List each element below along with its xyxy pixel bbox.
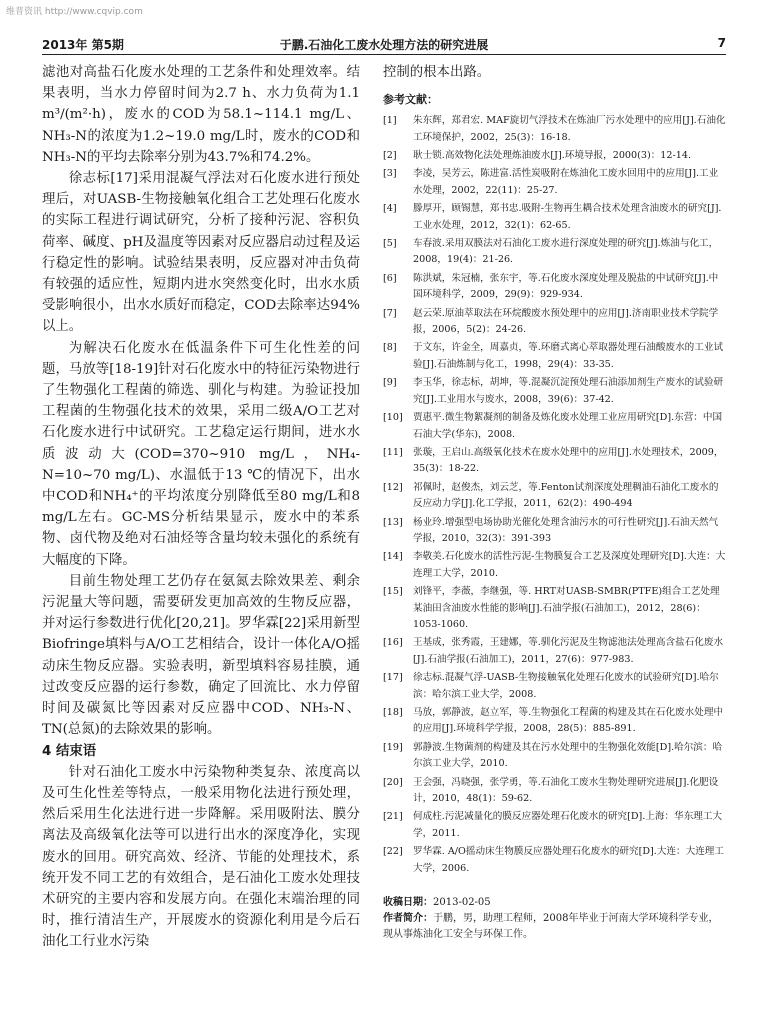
reference-item [383, 480, 726, 513]
issue-label: 2013年 第5期 [42, 38, 124, 52]
reference-text: 贾惠平.微生物絮凝剂的制备及炼化废水处理工业应用研究[D].东营：中国石油大学(华东)，2008. [413, 412, 723, 440]
reference-text: 罗华霖. A/O摇动床生物膜反应器处理石化废水的研究[D].大连：大连理工大学，2006. [413, 846, 724, 874]
paragraph-continuation: 滤池对高盐石化废水处理的工艺条件和处理效率。结果表明，当水力停留时间为2.7 h、水力负荷为1.1 m³/(m²·h)，废水的COD为58.1~114.1 mg/L、NH₃-N的浓度为1.2~19.0 mg/L时，废水的COD和NH₃-N的平均去除率分别为43.7%和74.2%。 [42, 65, 360, 165]
author-bio: 于鹏，男，助理工程师，2008年毕业于河南大学环境科学专业，现从事炼油化工安全与环保工作。 [383, 913, 719, 941]
reference-item [383, 113, 726, 146]
reference-text: 陈洪斌，朱冠楠，张东宇，等.石化废水深度处理及脱盐的中试研究[J].中国环境科学，2009，29(9)：929-934. [413, 272, 719, 301]
paragraph-ma-fang: 为解决石化废水在低温条件下可生化性差的问题，马放等[18-19]针对石化废水中的特征污染物进行了生物强化工程菌的筛选、驯化与构建。为验证投加工程菌的生物强化技术的效果，采用二级A/O工艺对石化废水进行中试研究。工艺稳定运行期间，进水水质波动大(COD=370~910 mg/L，NH₄-N=10~70 mg/L)、水温低于13 ℃的情况下，出水中COD和NH₄⁺的平均浓度分别降低至80 mg/L和8 mg/L左右。GC-MS分析结果显示，废水中的苯系物、卤代物及绝对石油烃等含量均较未强化的系统有大幅度的下降。 [42, 340, 360, 568]
reference-text: 杨业玲.增强型电场协助光催化处理含油污水的可行性研究[J].石油天然气学报，2010，32(3)：391-393 [413, 516, 719, 544]
reference-text: 张璇，王启山.高级氧化技术在废水处理中的应用[J].水处理技术，2009，35(3)：18-22. [413, 446, 724, 475]
reference-text: 于文东，许金全，周嘉贞，等.环磨式离心萃取器处理石油酸废水的工业试验[J].石油炼制与化工，1998，29(4)：33-35. [413, 342, 724, 370]
reference-text: 朱东辉，郑君宏. MAF旋切气浮技术在炼油厂污水处理中的应用[J].石油化工环境保护，2002，25(3)：16-18. [413, 115, 726, 143]
reference-item [383, 306, 726, 339]
reference-item [383, 148, 726, 164]
author-bio-line [383, 911, 726, 943]
reference-item [383, 635, 726, 668]
reference-number: [11] [383, 446, 403, 458]
left-column [42, 62, 360, 953]
reference-number: [19] [383, 741, 403, 753]
reference-number: [18] [383, 707, 403, 719]
reference-text: 马放，郭静波，赵立军，等.生物强化工程菌的构建及其在石化废水处理中的应用[J].环境科学学报，2008，28(5)：885-891. [413, 707, 724, 735]
reference-number: [1] [383, 115, 397, 127]
running-title: 于鹏.石油化工废水处理方法的研究进展 [279, 38, 489, 52]
received-label: 收稿日期： [383, 897, 433, 909]
reference-text: 耿士锁.高效物化法处理炼油废水[J].环境导报，2000(3)：12-14. [413, 150, 692, 162]
reference-number: [22] [383, 846, 403, 858]
reference-item [383, 670, 726, 703]
reference-text: 车春波.采用双膜法对石油化工废水进行深度处理的研究[J].炼油与化工，2008，19(4)：21-26. [413, 238, 719, 266]
reference-number: [12] [383, 481, 403, 493]
paragraph-xu-zhibiao: 徐志标[17]采用混凝气浮法对石化废水进行预处理后，对UASB-生物接触氧化组合工艺处理石化废水的实际工程进行调试研究，分析了接种污泥、容积负荷率、碱度、pH及温度等因素对反应器启动过程及运行稳定性的影响。试验结果表明，反应器对冲击负荷有较强的适应性，短期内进水突然变化时，出水水质受影响很小，出水水质好而稳定，COD去除率达94%以上。 [42, 171, 360, 335]
reference-number: [20] [383, 776, 403, 788]
reference-text: 郭静波.生物菌剂的构建及其在污水处理中的生物强化效能[D].哈尔滨：哈尔滨工业大学，2010. [413, 741, 723, 770]
watermark: 维普资讯 http://www.cqvip.com [6, 7, 143, 17]
reference-item [383, 236, 726, 269]
reference-text: 徐志标.混凝气浮-UASB-生物接触氧化处理石化废水的试验研究[D].哈尔滨：哈尔滨工业大学，2008. [413, 672, 719, 700]
reference-number: [15] [383, 586, 403, 598]
references-heading: 参考文献： [383, 93, 438, 107]
received-date: 2013-02-05 [433, 897, 491, 909]
paragraph-conclusion: 针对石油化工废水中污染物种类复杂、浓度高以及可生化性差等特点，一般采用物化法进行预处理，然后采用生化法进行进一步降解。采用吸附法、膜分离法及高级氧化法等可以进行出水的深度净化，实现废水的回用。研究高效、经济、节能的处理技术，系统开发不同工艺的有效组合，是石油化工废水处理技术研究的主要内容和发展方向。在强化末端治理的同时，推行清洁生产，开展废水的资源化利用是今后石油化工行业水污染 [42, 764, 360, 950]
paragraph-bioreactor: 目前生物处理工艺仍存在氨氮去除效果差、剩余污泥量大等问题，需要研发更加高效的生物反应器，并对运行参数进行优化[20,21]。罗华霖[22]采用新型Biofringe填料与A/O工艺相结合，设计一体化A/O摇动床生物反应器。实验表明，新型填料容易挂膜，通过改变反应器的运行参数，确定了回流比、水力停留时间及碳氮比等因素对反应器中COD、NH₃-N、TN(总氮)的去除效果的影响。 [42, 573, 360, 738]
reference-item [383, 201, 726, 234]
reference-item [383, 584, 726, 633]
reference-number: [13] [383, 516, 403, 528]
reference-item [383, 775, 726, 808]
reference-number: [3] [383, 168, 397, 180]
reference-number: [9] [383, 377, 397, 389]
reference-text: 滕厚开，顾锡慧，郑书忠.吸附-生物再生耦合技术处理含油废水的研究[J].工业水处理，2012，32(1)：62-65. [413, 203, 722, 231]
reference-item [383, 271, 726, 304]
running-header [42, 34, 726, 55]
reference-item [383, 375, 726, 408]
reference-text: 王会强，冯晓强，张学勇，等.石油化工废水生物处理研究进展[J].化肥设计，2010，48(1)：59-62. [413, 776, 719, 805]
reference-number: [14] [383, 551, 403, 563]
reference-item [383, 809, 726, 842]
reference-number: [2] [383, 150, 397, 162]
reference-item [383, 549, 726, 582]
reference-text: 何成柱.污泥减量化的膜反应器处理石化废水的研究[D].上海：华东理工大学，2011. [413, 811, 723, 839]
reference-item [383, 445, 726, 478]
section-heading-conclusion: 4 结束语 [42, 743, 97, 759]
reference-text: 刘锋平，李薇，李继强，等. HRT对UASB-SMBR(PTFE)组合工艺处理某油田含油废水性能的影响[J].石油学报(石油加工)，2012，28(6)：1053-1060. [413, 586, 720, 630]
page-number: 7 [717, 36, 726, 50]
reference-text: 李敬美.石化废水的活性污泥-生物膜复合工艺及深度处理研究[D].大连：大连理工大学，2010. [413, 551, 726, 579]
reference-item [383, 410, 726, 443]
reference-number: [10] [383, 412, 403, 424]
article-meta [383, 895, 726, 943]
reference-text: 祁佩时，赵俊杰，刘云芝，等.Fenton试剂深度处理稠油石油化工废水的反应动力学[J].化工学报，2011，62(2)：490-494 [413, 481, 719, 510]
reference-number: [4] [383, 203, 397, 215]
reference-number: [8] [383, 342, 397, 354]
reference-number: [17] [383, 672, 403, 684]
reference-list [383, 113, 726, 877]
reference-item [383, 844, 726, 877]
reference-number: [16] [383, 637, 403, 649]
right-column [383, 62, 726, 943]
reference-item [383, 705, 726, 738]
reference-item [383, 515, 726, 548]
reference-text: 王基成，张秀霞，王建娜，等.驯化污泥及生物滤池法处理高含盐石化废水[J].石油学报(石油加工)，2011，27(6)：977-983. [413, 637, 724, 665]
author-label: 作者简介： [383, 913, 433, 925]
paragraph-end: 控制的根本出路。 [383, 65, 491, 80]
reference-number: [21] [383, 811, 403, 823]
reference-text: 李玉华，徐志标，胡坤，等.混凝沉淀预处理石油添加剂生产废水的试验研究[J].工业用水与废水，2008，39(6)：37-42. [413, 377, 724, 405]
reference-number: [6] [383, 272, 397, 284]
reference-item [383, 340, 726, 373]
reference-text: 李凌，吴芳云，陈进富.活性炭吸附在炼油化工废水回用中的应用[J].工业水处理，2002，22(11)：25-27. [413, 168, 719, 196]
reference-text: 赵云荣.原油萃取法在环烷酸废水预处理中的应用[J].济南职业技术学院学报，2006，5(2)：24-26. [413, 307, 719, 336]
reference-number: [5] [383, 238, 397, 250]
received-date-line [383, 895, 726, 911]
reference-number: [7] [383, 307, 397, 319]
reference-item [383, 740, 726, 773]
reference-item [383, 166, 726, 199]
